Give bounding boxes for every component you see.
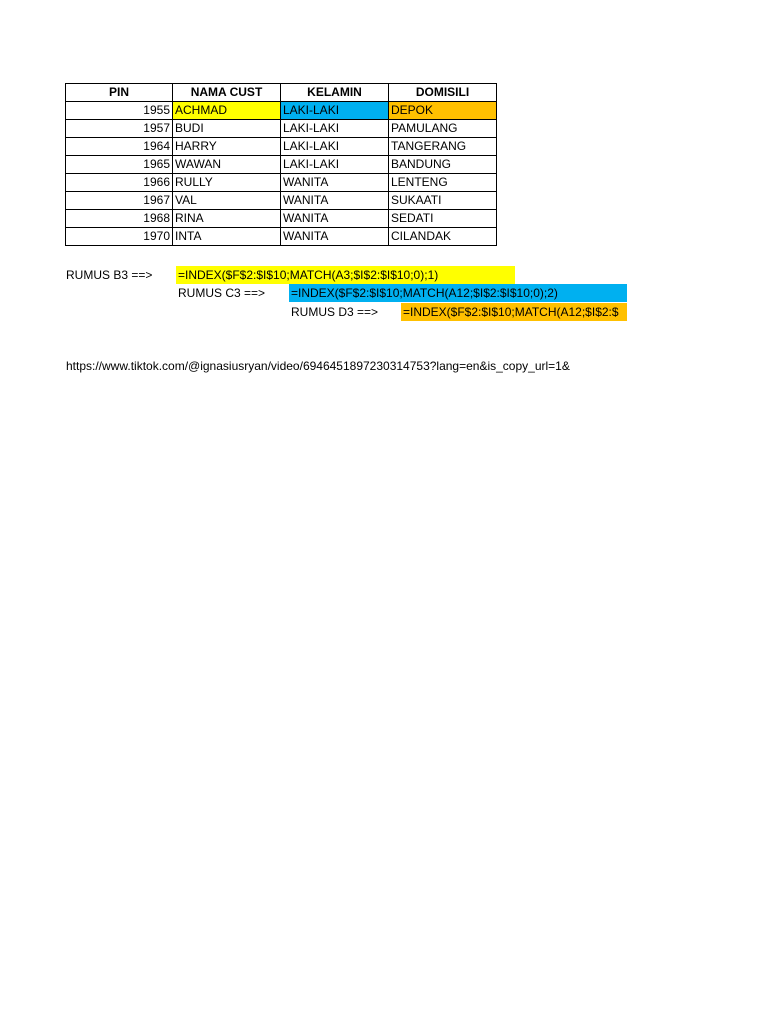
cell-pin[interactable]: 1965 [66, 156, 173, 174]
cell-nama[interactable]: ACHMAD [173, 102, 281, 120]
header-pin[interactable]: PIN [66, 84, 173, 102]
rumus-b3-formula-cell[interactable]: =INDEX($F$2:$I$10;MATCH(A3;$I$2:$I$10;0);1) [176, 266, 515, 284]
table-row [66, 138, 497, 156]
cell-pin[interactable]: 1968 [66, 210, 173, 228]
cell-domisili[interactable]: LENTENG [389, 174, 497, 192]
cell-nama[interactable]: INTA [173, 228, 281, 246]
table-row [66, 102, 497, 120]
cell-pin[interactable]: 1957 [66, 120, 173, 138]
cell-nama[interactable]: BUDI [173, 120, 281, 138]
cell-nama[interactable]: RINA [173, 210, 281, 228]
cell-pin[interactable]: 1966 [66, 174, 173, 192]
cell-kelamin[interactable]: WANITA [281, 228, 389, 246]
cell-domisili[interactable]: TANGERANG [389, 138, 497, 156]
rumus-d3-formula-cell[interactable]: =INDEX($F$2:$I$10;MATCH(A12;$I$2:$ [401, 303, 627, 321]
cell-kelamin[interactable]: WANITA [281, 192, 389, 210]
cell-domisili[interactable]: BANDUNG [389, 156, 497, 174]
cell-pin[interactable]: 1967 [66, 192, 173, 210]
tiktok-url-text[interactable]: https://www.tiktok.com/@ignasiusryan/video/6946451897230314753?lang=en&is_copy_url=1& [66, 359, 570, 373]
table-row [66, 210, 497, 228]
cell-kelamin[interactable]: LAKI-LAKI [281, 120, 389, 138]
cell-nama[interactable]: RULLY [173, 174, 281, 192]
cell-nama[interactable]: VAL [173, 192, 281, 210]
cell-kelamin[interactable]: LAKI-LAKI [281, 138, 389, 156]
cell-nama[interactable]: HARRY [173, 138, 281, 156]
cell-kelamin[interactable]: WANITA [281, 210, 389, 228]
cell-domisili[interactable]: SUKAATI [389, 192, 497, 210]
customer-table [65, 83, 497, 246]
cell-pin[interactable]: 1970 [66, 228, 173, 246]
table-row [66, 120, 497, 138]
table-row [66, 228, 497, 246]
table-row [66, 192, 497, 210]
cell-domisili[interactable]: DEPOK [389, 102, 497, 120]
cell-kelamin[interactable]: WANITA [281, 174, 389, 192]
cell-pin[interactable]: 1964 [66, 138, 173, 156]
table-header-row [66, 84, 497, 102]
header-kelamin[interactable]: KELAMIN [281, 84, 389, 102]
cell-kelamin[interactable]: LAKI-LAKI [281, 102, 389, 120]
rumus-d3-label: RUMUS D3 ==> [291, 305, 379, 319]
table-row [66, 156, 497, 174]
table-row [66, 174, 497, 192]
cell-domisili[interactable]: CILANDAK [389, 228, 497, 246]
cell-pin[interactable]: 1955 [66, 102, 173, 120]
cell-domisili[interactable]: SEDATI [389, 210, 497, 228]
header-nama-cust[interactable]: NAMA CUST [173, 84, 281, 102]
rumus-c3-label: RUMUS C3 ==> [178, 286, 266, 300]
header-domisili[interactable]: DOMISILI [389, 84, 497, 102]
cell-kelamin[interactable]: LAKI-LAKI [281, 156, 389, 174]
rumus-c3-formula-cell[interactable]: =INDEX($F$2:$I$10;MATCH(A12;$I$2:$I$10;0);2) [289, 284, 627, 302]
cell-domisili[interactable]: PAMULANG [389, 120, 497, 138]
cell-nama[interactable]: WAWAN [173, 156, 281, 174]
rumus-b3-label: RUMUS B3 ==> [66, 268, 153, 282]
